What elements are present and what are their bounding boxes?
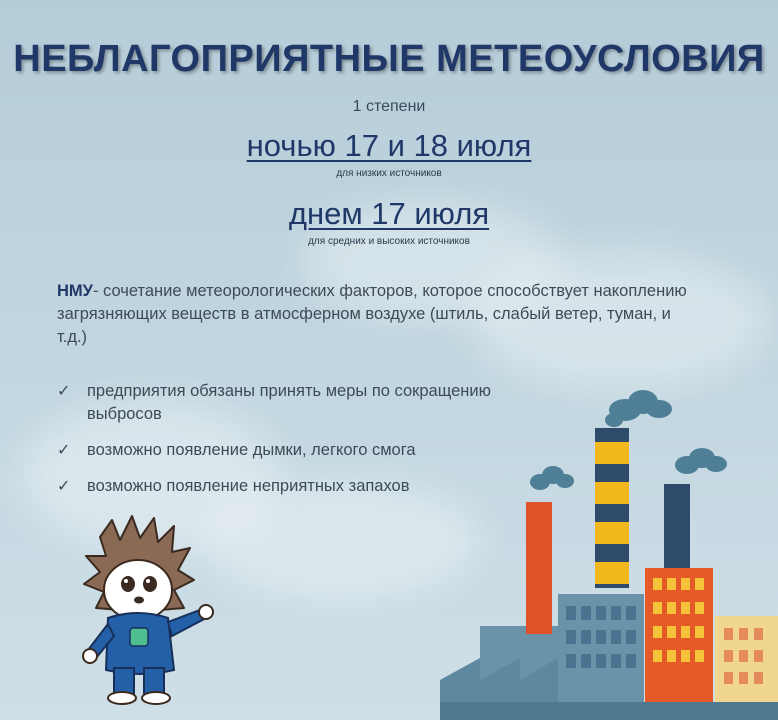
bullet-item — [57, 380, 497, 426]
page-title: НЕБЛАГОПРИЯТНЫЕ МЕТЕОУСЛОВИЯ — [13, 38, 765, 80]
bullet-item — [57, 475, 497, 498]
bullet-text: возможно появление дымки, легкого смога — [87, 441, 416, 459]
definition-paragraph — [57, 280, 697, 349]
definition-text: - сочетание метеорологических факторов, которое способствует накоплению загрязняющих веществ в атмосферном воздухе (штиль, слабый ветер, туман, и т.д.) — [57, 282, 687, 346]
hedgehog-mascot-icon — [60, 512, 220, 712]
degree-label: 1 степени — [352, 98, 426, 115]
period-night-sub: для низких источников — [336, 168, 442, 179]
bullet-text: возможно появление неприятных запахов — [87, 477, 410, 495]
bullet-item — [57, 439, 497, 462]
check-icon: ✓ — [57, 442, 71, 459]
period-day: днем 17 июля — [288, 196, 490, 231]
period-night: ночью 17 и 18 июля — [246, 128, 532, 163]
period-day-sub: для средних и высоких источников — [308, 236, 470, 247]
factory-illustration — [440, 380, 778, 720]
check-icon: ✓ — [57, 383, 71, 400]
check-icon: ✓ — [57, 478, 71, 495]
definition-term: НМУ — [57, 282, 93, 300]
bullet-text: предприятия обязаны принять меры по сокращению выбросов — [87, 382, 492, 423]
bullet-list — [57, 380, 497, 511]
